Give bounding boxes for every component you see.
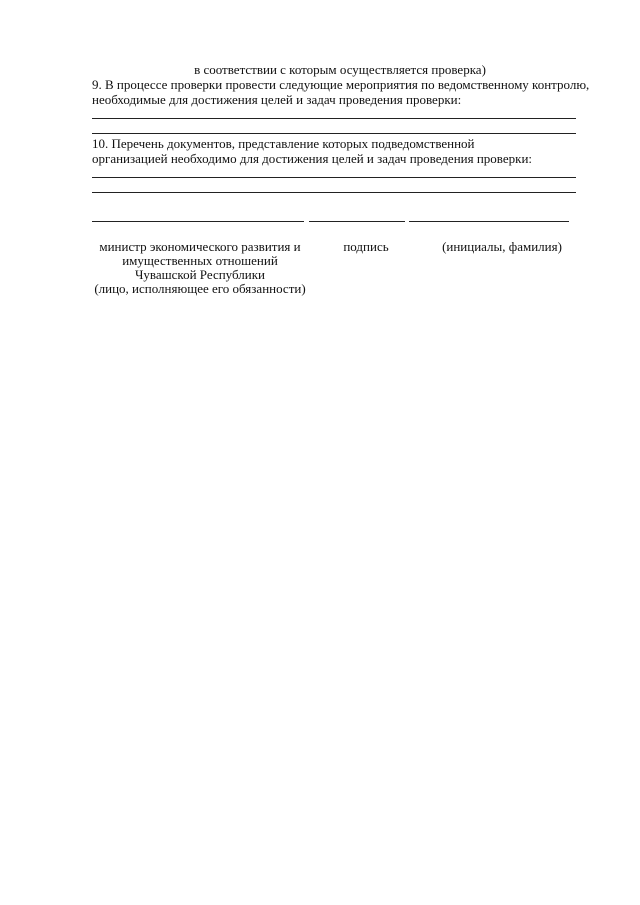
- fill-in-line-9b: [92, 133, 576, 134]
- section-9-line-2: необходимые для достижения целей и задач проведения проверки:: [92, 92, 462, 107]
- fill-in-line-9a: [92, 118, 576, 119]
- signature-caption: подпись: [343, 239, 389, 254]
- fill-in-line-10a: [92, 177, 576, 178]
- position-caption-line-4: (лицо, исполняющее его обязанности): [94, 281, 306, 296]
- position-caption-line-1: министр экономического развития и: [99, 239, 301, 254]
- section-9-line-1: 9. В процессе проверки провести следующие мероприятия по ведомственному контролю,: [92, 77, 590, 92]
- signature-line: [309, 221, 405, 222]
- position-caption-line-3: Чувашской Республики: [134, 267, 266, 282]
- position-caption-line-2: имущественных отношений: [122, 253, 278, 268]
- section-10-line-1: 10. Перечень документов, представление которых подведомственной: [92, 136, 475, 151]
- section-10-line-2: организацией необходимо для достижения целей и задач проведения проверки:: [92, 151, 533, 166]
- fill-in-line-10b: [92, 192, 576, 193]
- name-caption: (инициалы, фамилия): [442, 239, 562, 254]
- name-signature-line: [409, 221, 569, 222]
- position-caption: [82, 240, 318, 296]
- position-signature-line: [92, 221, 304, 222]
- continued-text-line: в соответствии с которым осуществляется проверка): [194, 62, 486, 77]
